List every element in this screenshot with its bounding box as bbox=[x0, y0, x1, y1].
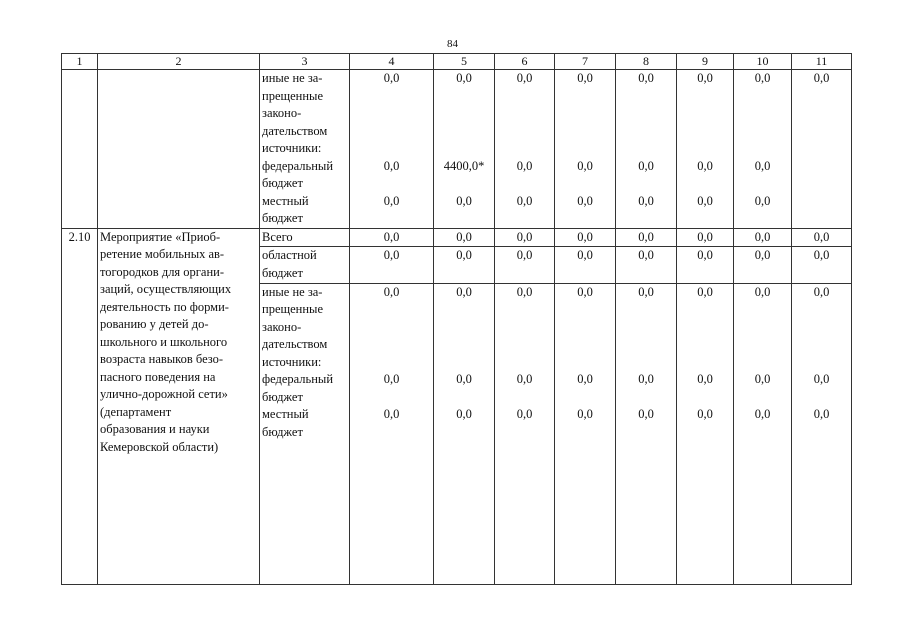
value-cell: 0,0 bbox=[555, 247, 616, 283]
value-cell: 0,0 0,0 0,0 bbox=[350, 283, 434, 584]
value-cell: 0,0 bbox=[677, 247, 734, 283]
value-cell: 0,0 0,0 0,0 bbox=[495, 70, 555, 229]
value-cell: 0,0 0,0 0,0 bbox=[677, 283, 734, 584]
column-header: 1 bbox=[62, 54, 98, 70]
column-header: 11 bbox=[792, 54, 852, 70]
column-header: 8 bbox=[616, 54, 677, 70]
continuation-row bbox=[62, 70, 852, 229]
value-cell: 0,0 bbox=[792, 228, 852, 247]
value-cell: 0,0 bbox=[792, 70, 852, 229]
value-cell: 0,0 0,0 0,0 bbox=[792, 283, 852, 584]
budget-table bbox=[61, 53, 852, 585]
value-cell: 0,0 0,0 0,0 bbox=[350, 70, 434, 229]
table-cell bbox=[98, 70, 260, 229]
column-header: 3 bbox=[260, 54, 350, 70]
value-cell: 0,0 bbox=[350, 228, 434, 247]
value-cell: 0,0 0,0 0,0 bbox=[734, 283, 792, 584]
row-number: 2.10 bbox=[62, 228, 98, 584]
column-header: 2 bbox=[98, 54, 260, 70]
value-cell: 0,0 0,0 0,0 bbox=[555, 283, 616, 584]
value-cell: 0,0 0,0 0,0 bbox=[677, 70, 734, 229]
value-cell: 0,0 bbox=[434, 247, 495, 283]
column-header: 7 bbox=[555, 54, 616, 70]
column-header: 9 bbox=[677, 54, 734, 70]
column-number-row bbox=[62, 54, 852, 70]
column-header: 10 bbox=[734, 54, 792, 70]
value-cell: 0,0 bbox=[616, 247, 677, 283]
value-cell: 0,0 4400,0* 0,0 bbox=[434, 70, 495, 229]
value-cell: 0,0 0,0 0,0 bbox=[495, 283, 555, 584]
funding-source-cell: областной бюджет bbox=[260, 247, 350, 283]
value-cell: 0,0 bbox=[616, 228, 677, 247]
value-cell: 0,0 0,0 0,0 bbox=[734, 70, 792, 229]
value-cell: 0,0 bbox=[734, 228, 792, 247]
funding-source-cell: иные не за- прещенные законо- дательством источники: федеральный бюджет местный бюджет bbox=[260, 70, 350, 229]
page-number: 84 bbox=[447, 38, 458, 50]
column-header: 6 bbox=[495, 54, 555, 70]
column-header: 5 bbox=[434, 54, 495, 70]
value-cell: 0,0 bbox=[495, 247, 555, 283]
value-cell: 0,0 bbox=[792, 247, 852, 283]
table-cell bbox=[62, 70, 98, 229]
measure-row-total bbox=[62, 228, 852, 247]
value-cell: 0,0 bbox=[555, 228, 616, 247]
column-header: 4 bbox=[350, 54, 434, 70]
value-cell: 0,0 0,0 0,0 bbox=[434, 283, 495, 584]
value-cell: 0,0 bbox=[677, 228, 734, 247]
value-cell: 0,0 bbox=[350, 247, 434, 283]
value-cell: 0,0 bbox=[434, 228, 495, 247]
value-cell: 0,0 0,0 0,0 bbox=[555, 70, 616, 229]
value-cell: 0,0 0,0 0,0 bbox=[616, 70, 677, 229]
value-cell: 0,0 bbox=[734, 247, 792, 283]
value-cell: 0,0 0,0 0,0 bbox=[616, 283, 677, 584]
funding-source-cell: иные не за- прещенные законо- дательством источники: федеральный бюджет местный бюджет bbox=[260, 283, 350, 584]
value-cell: 0,0 bbox=[495, 228, 555, 247]
funding-source-cell: Всего bbox=[260, 228, 350, 247]
measure-description: Мероприятие «Приоб- ретение мобильных ав- тогородков для органи- заций, осуществляющих деятельность по форми- рованию у детей до- школьного и школьного возраста навыков безо- пасного поведения на улично-дорожной сети» (департамент образования и науки Кемеровской области) bbox=[98, 228, 260, 584]
